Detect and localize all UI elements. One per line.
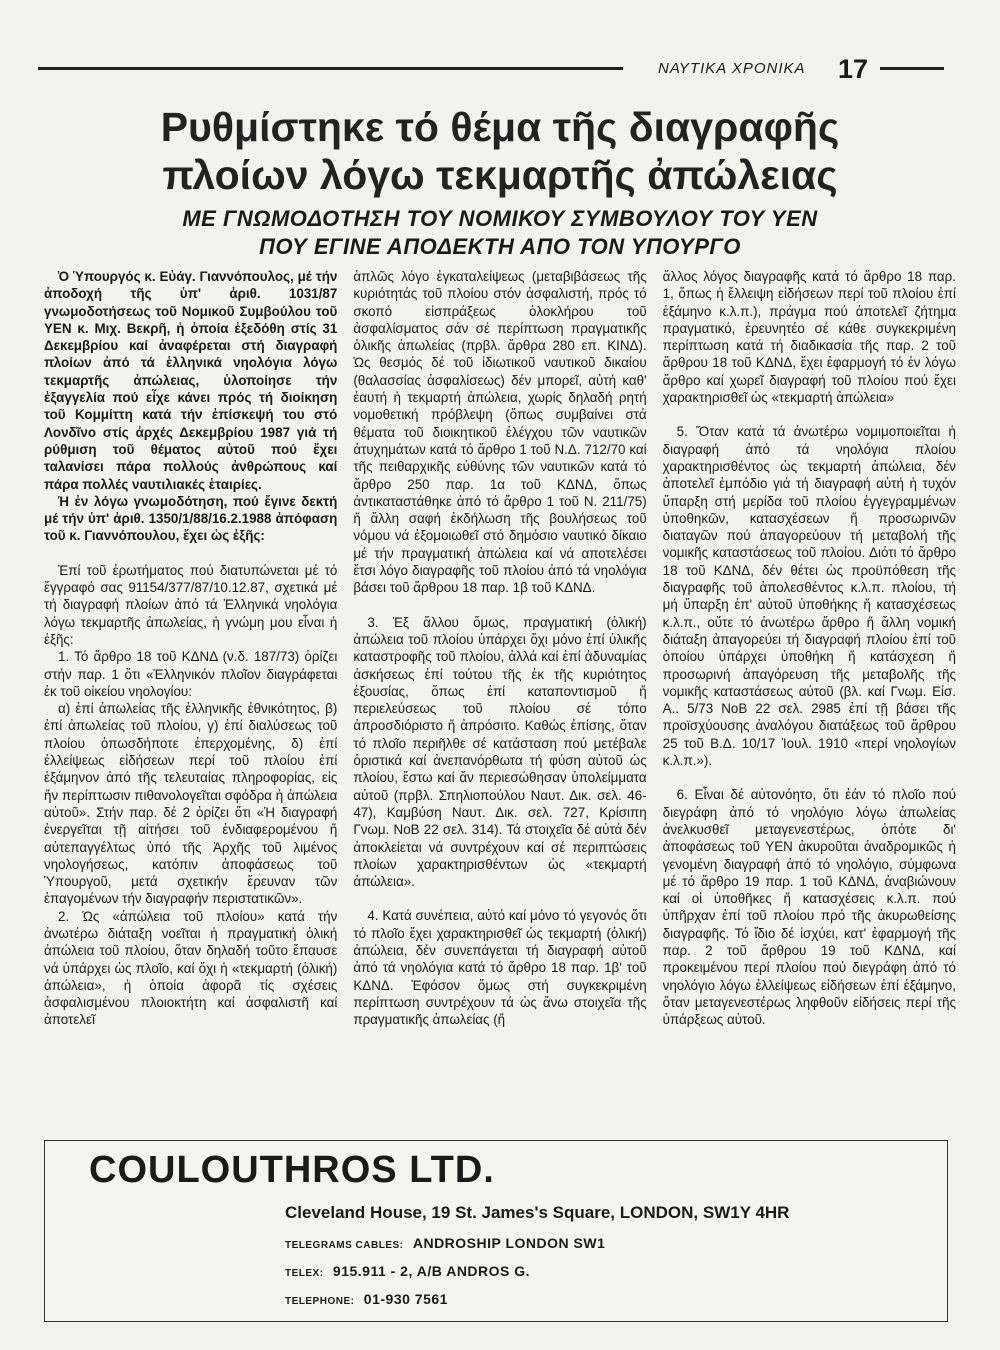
subtitle-line-2: ΠΟΥ ΕΓΙΝΕ ΑΠΟΔΕΚΤΗ ΑΠΟ ΤΟΝ ΥΠΟΥΡΓΟ (259, 234, 741, 259)
column-2 (353, 268, 646, 1138)
body-paragraph: 6. Εἶναι δέ αὐτονόητο, ὅτι ἐάν τό πλοῖο πού διεγράφη ἀπό τό νηολόγιο λόγω ἀπωλείας ἀνελκυσθεῖ μεταγενεστέρως, ὁπότε δι' ἀποφάσεως τοῦ ΥΕΝ ἀκυροῦται ἀναδρομικῶς ἡ γενομένη διαγραφή ἀπό τό νηολόγιο, σύμφωνα μέ τό ἄρθρο 19 παρ. 1 τοῦ ΚΔΝΔ, ἀναβιώνουν καί οἱ ὑποθῆκες ἤ κατασχέσεις κ.λ.π. πού ὑπῆρχαν ἐπί τοῦ πλοίου πρό τῆς ἀκυρωθείσης διαγραφῆς. Τό ἴδιο δέ ἰσχύει, κατ' ἐφαρμογή τῆς παρ. 2 τοῦ ἄρθρου 19 τοῦ ΚΔΝΔ, καί προκειμένου περί πλοίου πού διεγράφη ἀπό τό νηολόγιο λόγω ἐλλείψεως εἰδήσεων ἐπί ἑξάμηνο, ὅταν μεταγενεστέρως ληφθοῦν εἰδήσεις περί τῆς ὑπάρξεως αὐτοῦ. (662, 787, 956, 1028)
title-line-1: Ρυθμίστηκε τό θέμα τῆς διαγραφῆς (160, 104, 840, 150)
ad-telephone-label: TELEPHONE: (285, 1296, 355, 1307)
ad-telegrams (285, 1235, 605, 1251)
body-paragraph: α) ἐπί ἀπωλείας τῆς ἑλληνικῆς ἐθνικότητος, β) ἐπί ἀπωλείας τοῦ πλοίου, γ) ἐπί διαλύσεως τοῦ πλοίου ὁπωσδήποτε ἐπερχομένης, δ) ἐπί ἐλλείψεως εἰδήσεων περί τοῦ πλοίου ἐπί ἑξάμηνον ἀπό τῆς τελευταίας πληροφορίας, εἰς ἥν περίπτωσιν πιθανολογεῖται σφόδρα ἡ ἀπώλεια αὐτοῦ». Στήν παρ. δέ 2 ὁρίζει ὅτι «Ἡ διαγραφή ἐνεργεῖται τῇ αἰτήσει τοῦ ἐνδιαφερομένου ἤ αὐτεπαγγέλτως ὑπό τῆς Ἀρχῆς τοῦ λιμένος νηολογήσεως, κατόπιν ἀποφάσεως τοῦ Ὑπουργοῦ, μετά σχετικήν ἔρευναν τῶν ἐπαγομένων τήν διαγραφήν περιστατικῶν». (44, 701, 338, 907)
body-paragraph: Ἐπί τοῦ ἐρωτήματος πού διατυπώνεται μέ τό ἔγγραφό σας 91154/377/87/10.12.87, σχετικά μέ τή διαγραφή πλοίων ἀπό τά Ἑλληνικά νηολόγια λόγω τεκμαρτῆς ἀπωλείας, ἡ γνώμη μου εἶναι ἡ ἑξῆς: (44, 562, 338, 647)
ad-telephone-value: 01-930 7561 (363, 1291, 448, 1307)
lead-paragraph: Ὁ Ὑπουργός κ. Εὐάγ. Γιαννόπουλος, μέ τήν ἀποδοχή τῆς ὑπ' ἀριθ. 1031/87 γνωμοδοτήσεως τοῦ Νομικοῦ Συμβούλου τοῦ ΥΕΝ κ. Μιχ. Βεκρῆ, ἡ ὁποία ἐξεδόθη στίς 31 Δεκεμβρίου καί ἀναφέρεται στή διαγραφή πλοίων ἀπό τά ἑλληνικά νηολόγια λόγω τεκμαρτῆς ἀπώλειας, ὑλοποίησε τήν ἐξαγγελία πού εἶχε κάνει πρός τή διοίκηση τοῦ Κομμίττη κατά τήν ἐπίσκεψή του στό Λονδῖνο στίς ἀρχές Δεκεμβρίου 1987 γιά τή ρύθμιση τοῦ θέματος αὐτοῦ πού ἔχει ταλανίσει πάρα πολλούς ἀνθρώπους καί πάρα πολλές ναυτιλιακές ἑταιρίες. (44, 269, 338, 492)
lead-paragraph: Ἡ ἐν λόγω γνωμοδότηση, πού ἔγινε δεκτή μέ τήν ὑπ' ἀριθ. 1350/1/88/16.2.1988 ἀπόφαση τοῦ κ. Γιαννόπουλου, ἔχει ὡς ἐξῆς: (44, 493, 338, 544)
body-paragraph: 3. Ἐξ ἄλλου ὅμως, πραγματική (ὁλική) ἀπώλεια τοῦ πλοίου ὑπάρχει ὄχι μόνο ἐπί ὑλικῆς καταστροφῆς τοῦ πλοίου, ἀλλά καί ἐπί ἀδυναμίας ἀσκήσεως ἐπί τούτου τῆς ἐκ τῆς κυριότητος ἐξουσίας, ὅπως ἐπί καταποντισμοῦ ἤ περιελεύσεως τοῦ πλοίου σέ τόπο ἀπροσδιόριστο ἤ ἀπρόσιτο. Καθώς ἐπίσης, ὅταν τό πλοῖο περιῆλθε σέ κατάσταση πού μετέβαλε ὁριστικά καί ἀνεπανόρθωτα τή φύση αὐτοῦ ὡς πλοίου, ἔστω καί ἄν περιεσώθησαν ὑπολείμματα αὐτοῦ (πρβλ. Σπηλιοπούλου Ναυτ. Δικ. σελ. 46-47), Καμβύση Ναυτ. Δικ. σελ. 727, Κρίσιπη Γνωμ. ΝοΒ 22 σελ. 314). Τά στοιχεῖα δέ αὐτά δέν ἀποκλείεται νά συντρέχουν καί σέ περιπτώσεις πλοίων χαρακτηρισθέντων ὡς «τεκμαρτή ἀπώλεια». (353, 614, 647, 890)
article-title (40, 103, 960, 199)
ad-company-name: COULOUTHROS LTD. (89, 1149, 495, 1191)
article-body (44, 268, 956, 1138)
page-header (38, 54, 962, 90)
ad-telex-value: 915.911 - 2, A/B ANDROS G. (332, 1263, 531, 1279)
advertisement-box (44, 1140, 948, 1322)
header-rule-right (880, 67, 944, 70)
body-paragraph: ἄλλος λόγος διαγραφῆς κατά τό ἄρθρο 18 παρ. 1, ὅπως ἡ ἔλλειψη εἰδήσεων περί τοῦ πλοίου ἐπί ἑξάμηνο κ.λ.π.), πράγμα πού ἀποτελεῖ ζήτημα πραγματικό, ἐρευνητέο σέ κάθε συγκεκριμένη περίπτωση κατά τή διαδικασία τῆς παρ. 2 τοῦ ἄρθρου 18 τοῦ ΚΔΝΔ, ἔχει ἐφαρμογή τό ἐν λόγω ἄρθρο καί χωρεῖ διαγραφή τοῦ πλοίου πού ἔχει χαρακτηρισθεῖ ὡς «τεκμαρτή ἀπώλεια» (662, 269, 956, 406)
publication-name: ΝΑΥΤΙΚΑ ΧΡΟΝΙΚΑ (658, 60, 806, 77)
subtitle-line-1: ΜΕ ΓΝΩΜΟΔΟΤΗΣΗ ΤΟΥ ΝΟΜΙΚΟΥ ΣΥΜΒΟΥΛΟΥ ΤΟΥ ΥΕΝ (182, 206, 818, 231)
body-paragraph: 5. Ὅταν κατά τά ἀνωτέρω νομιμοποιεῖται ἡ διαγραφή ἀπό τά νηολόγια πλοίου χαρακτηρισθέντος ὡς τεκμαρτή ἀπώλεια, δέν ἀποτελεῖ ἐμπόδιο γιά τή διαγραφή αὐτή ἡ τυχόν ὕπαρξη στή μερίδα τοῦ πλοίου ἐγγεγραμμένων ὑποθηκῶν, κατασχέσεων ἤ προσωρινῶν διαταγῶν πού ἀπαγορεύουν τή μεταβολή τῆς νομικῆς καταστάσεως τοῦ πλοίου. Διότι τό ἄρθρο 18 τοῦ ΚΔΝΔ, δέν θέτει ὡς προϋπόθεση τῆς διαγραφῆς τοῦ ἀπολεσθέντος κ.λ.π. πλοίου, τή μή ὕπαρξη ἐπ' αὐτοῦ ὑποθήκης ἤ κατασχέσεως κ.λ.π., οὔτε τό ἀνωτέρω ἄρθρο ἤ ἄλλη νομική διάταξη ἀπαγορεύει τή διαγραφή πλοίου ἐπί τοῦ ὁποίου ὑπάρχει ὑποθήκη ἤ κατάσχεση ἤ προσωρινή ἀπαγόρευση τῆς μεταβολῆς τῆς νομικῆς καταστάσεως αὐτοῦ (βλ. καί Γνωμ. Εἰσ. Α.. 5/73 ΝοΒ 22 σελ. 2985 ἐπί τῇ βάσει τῆς προϊσχύουσης ἀναλόγου διατάξεως τοῦ ἄρθρου 25 τοῦ Β.Δ. 10/17 Ἰουλ. 1910 «περί νηολογίων κ.λ.π.»). (662, 424, 956, 769)
page-number: 17 (838, 54, 869, 84)
body-paragraph: 2. Ὡς «ἀπώλεια τοῦ πλοίου» κατά τήν ἀνωτέρω διάταξη νοεῖται ἡ πραγματική ὁλική ἀπώλεια τοῦ πλοίου, ὅταν δηλαδή τοῦτο ἔπαυσε νά ὑπάρχει ὡς πλοῖο, καί ὄχι ἡ «τεκμαρτή (ὁλική) ἀπώλεια», ἡ ὁποία ἀφορᾶ τίς σχέσεις ἀσφαλισμένου πλοιοκτήτη καί ἀσφαλιστῆ καί ἀποτελεῖ (44, 908, 338, 1028)
ad-address: Cleveland House, 19 St. James's Square, LONDON, SW1Y 4HR (285, 1203, 790, 1222)
ad-telex (285, 1263, 530, 1279)
title-line-2: πλοίων λόγω τεκμαρτῆς ἀπώλειας (162, 152, 838, 198)
header-rule-left (38, 67, 623, 70)
ad-telegrams-value: ANDROSHIP LONDON SW1 (412, 1235, 606, 1251)
column-1 (44, 268, 337, 1138)
ad-telex-label: TELEX: (285, 1268, 324, 1279)
article-subtitle (40, 205, 960, 261)
body-paragraph: 4. Κατά συνέπεια, αὐτό καί μόνο τό γεγονός ὅτι τό πλοῖο ἔχει χαρακτηρισθεῖ ὡς τεκμαρτή (ὁλική) ἀπώλεια, δέν συνεπάγεται τή διαγραφή αὐτοῦ ἀπό τά νηολόγια κατά τό ἄρθρο 18 παρ. 1β' τοῦ ΚΔΝΔ. Ἐφόσον ὅμως στή συγκεκριμένη περίπτωση συντρέχουν τά ὡς ἄνω στοιχεῖα τῆς πραγματικῆς ἀπωλείας (ἤ (353, 908, 647, 1028)
body-paragraph: 1. Τό ἄρθρο 18 τοῦ ΚΔΝΔ (ν.δ. 187/73) ὁρίζει στήν παρ. 1 ὅτι «Ἑλληνικόν πλοῖον διαγράφεται ἐκ τοῦ οἰκείου νηολογίου: (44, 649, 338, 699)
body-paragraph: ἁπλῶς λόγο ἐγκαταλείψεως (μεταβιβάσεως τῆς κυριότητάς τοῦ πλοίου στόν ἀσφαλιστή, πρός τό σκοπό εἰσπράξεως ὁλοκλήρου τοῦ ἀσφαλίσματος σάν σέ περίπτωση πραγματικῆς ὁλικῆς ἀπωλείας (πρβλ. ἄρθρα 280 επ. ΚΙΝΔ). Ὡς θεσμός δέ τοῦ ἰδιωτικοῦ ναυτικοῦ δικαίου (θαλασσίας ἀσφαλίσεως) δέν μπορεῖ, αὐτή καθ' ἑαυτή ἡ τεκμαρτή ἀπώλεια, χωρίς δηλαδή ρητή νομοθετική πρόβλεψη (ὅπως συμβαίνει στά θέματα τοῦ διοικητικοῦ ἐλέγχου τῶν ναυτικῶν ἀτυχημάτων κατά τό ἄρθρο 1 τοῦ Ν.Δ. 712/70 καί τῆς πειθαρχικῆς εὐθύνης τῶν ναυτικῶν κατά τό ἄρθρο 250 παρ. 1α τοῦ ΚΔΝΔ, ὅπως ἀντικαταστάθηκε ἀπό τό ἄρθρο 1 τοῦ Ν. 211/75) ἤ ἄλλη σαφή ἐκδήλωση τῆς βουλήσεως τοῦ νόμου νά ἐξομοιωθεῖ στό δημόσιο ναυτικό δίκαιο μέ τήν πραγματική ἀπώλεια καί νά αποτελέσει ἔτσι λόγο διαγραφῆς τοῦ πλοίου ἀπό τά νηολόγια βάσει τοῦ ἄρθρου 18 παρ. 1β τοῦ ΚΔΝΔ. (353, 269, 647, 596)
ad-telephone (285, 1291, 448, 1307)
column-3 (663, 268, 956, 1138)
ad-telegrams-label: TELEGRAMS CABLES: (285, 1240, 404, 1251)
